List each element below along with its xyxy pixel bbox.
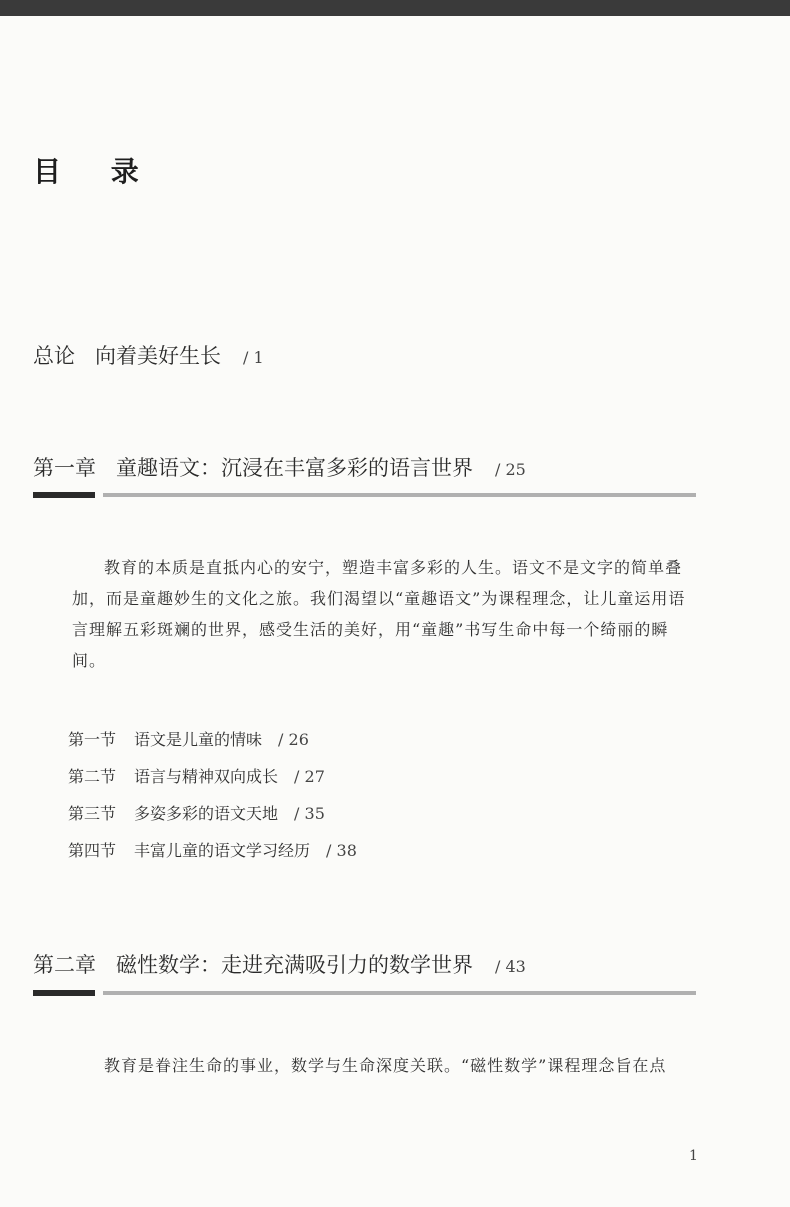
general-page: / 1 bbox=[243, 348, 264, 367]
toc-entry-chapter-1[interactable] bbox=[33, 452, 526, 482]
chapter-2-intro: 教育是眷注生命的事业，数学与生命深度关联。“磁性数学”课程理念旨在点 bbox=[104, 1056, 667, 1075]
chapter-1-label: 第一章 bbox=[33, 456, 96, 480]
chapter-1-intro: 教育的本质是直抵内心的安宁，塑造丰富多彩的人生。语文不是文字的简单叠加，而是童趣妙生的文化之旅。我们渴望以“童趣语文”为课程理念，让儿童运用语言理解五彩斑斓的世界，感受生活的美好，用“童趣”书写生命中每一个绮丽的瞬间。 bbox=[72, 558, 686, 670]
section-title: 多姿多彩的语文天地 bbox=[134, 804, 279, 823]
toc-entry-general[interactable] bbox=[33, 340, 264, 370]
chapter-2-divider bbox=[33, 990, 696, 996]
page-top-edge bbox=[0, 0, 790, 16]
page-number: 1 bbox=[689, 1148, 698, 1164]
section-number: 第二节 bbox=[68, 767, 117, 786]
chapter-2-title: 磁性数学：走进充满吸引力的数学世界 bbox=[116, 953, 473, 977]
section-title: 语文是儿童的情味 bbox=[134, 730, 263, 749]
toc-section-1-3[interactable] bbox=[68, 799, 357, 836]
general-label: 总论 bbox=[33, 344, 75, 368]
section-page: / 35 bbox=[294, 804, 325, 823]
toc-section-1-2[interactable] bbox=[68, 762, 357, 799]
section-page: / 26 bbox=[278, 730, 309, 749]
chapter-2-label: 第二章 bbox=[33, 953, 96, 977]
chapter-1-divider bbox=[33, 492, 696, 498]
section-number: 第三节 bbox=[68, 804, 117, 823]
chapter-1-section-list bbox=[68, 725, 357, 873]
chapter-2-page: / 43 bbox=[495, 957, 526, 976]
toc-section-1-4[interactable] bbox=[68, 836, 357, 873]
general-title: 向着美好生长 bbox=[95, 344, 221, 368]
chapter-1-title: 童趣语文：沉浸在丰富多彩的语言世界 bbox=[116, 456, 473, 480]
section-number: 第四节 bbox=[68, 841, 117, 860]
toc-title: 目 录 bbox=[33, 155, 159, 188]
section-title: 语言与精神双向成长 bbox=[134, 767, 279, 786]
toc-section-1-1[interactable] bbox=[68, 725, 357, 762]
section-page: / 27 bbox=[294, 767, 325, 786]
toc-entry-chapter-2[interactable] bbox=[33, 949, 526, 979]
section-page: / 38 bbox=[326, 841, 357, 860]
section-title: 丰富儿童的语文学习经历 bbox=[134, 841, 311, 860]
section-number: 第一节 bbox=[68, 730, 117, 749]
chapter-1-page: / 25 bbox=[495, 460, 526, 479]
